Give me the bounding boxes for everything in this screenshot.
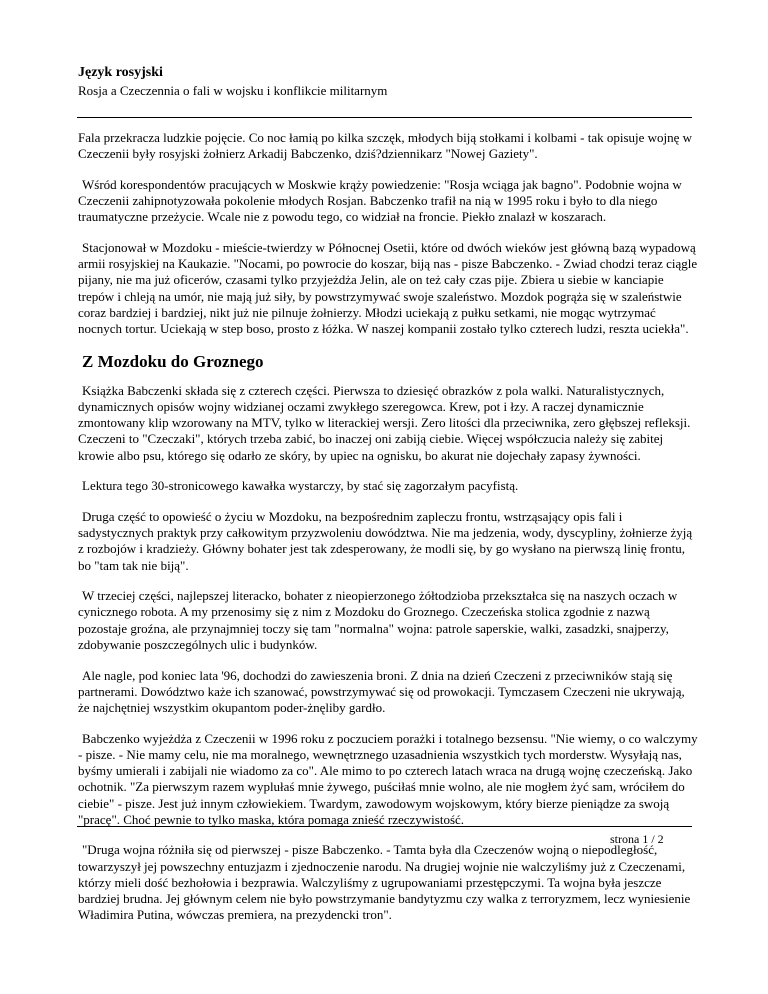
article-paragraph: "Druga wojna różniła się od pierwszej - pisze Babczenko. - Tamta była dla Czeczenów wojną o niepodległość, towarzyszył jej powszechny entuzjazm i zjednoczenie narodu. Na drugiej wojnie nie walczyliśmy już z Czeczenami, którzy mieli dość bezhołowia i bezprawia. Walczyliśmy z ugrupowaniami przestępczymi. Ta wojna była jeszcze bardziej brudna. Jej głównym celem nie było powstrzymanie bandytyzmu czy walka z terroryzmem, lecz wyniesienie Władimira Putina, wówczas premiera, na prezydencki tron". (78, 842, 691, 923)
header-divider (77, 117, 692, 118)
footer-divider (77, 826, 692, 827)
article-paragraph: Babczenko wyjeżdża z Czeczenii w 1996 roku z poczuciem porażki i totalnego bezsensu. "Nie wiemy, o co walczymy - pisze. - Nie mamy celu, nie ma moralnego, wewnętrznego uzasadnienia wszystkich tych morderstw. Wysyłają nas, byśmy umierali i zabijali nie wiadomo za co". Ale mimo to po czterech latach wraca na drugą wojnę czeczeńską. Jako ochotnik. "Za pierwszym razem wyplułaś mnie żywego, puściłaś mnie wolno, ale nie mogłem żyć sam, wróciłem do ciebie" - pisze. Jest już innym człowiekiem. Twardym, zawodowym wojskowym, który bierze pieniądze za swoją "pracę". Choć pewnie to tylko maska, która pomaga znieść rzeczywistość. (78, 730, 698, 827)
article-paragraph: W trzeciej części, najlepszej literacko, bohater z nieopierzonego żółtodzioba przekształca się na naszych oczach w cynicznego robota. A my przenosimy się z nim z Mozdoku do Groznego. Czeczeńska stolica zgodnie z nazwą pozostaje groźna, ale przynajmniej toczy się tam "normalna" wojna: patrole saperskie, walki, zasadzki, snajperzy, zdobywanie poszczególnych ulic i budynków. (78, 588, 678, 652)
article-paragraph: Druga część to opowieść o życiu w Mozdoku, na bezpośrednim zapleczu frontu, wstrząsający opis fali i sadystycznych praktyk przy całkowitym przyzwoleniu dowództwa. Nie ma jedzenia, wody, dyscypliny, żołnierze żyją z rozbojów i kradzieży. Główny bohater jest tak zdesperowany, że modli się, by go wysłano na pierwszą linię frontu, bo "tam tak nie biją". (78, 508, 693, 573)
article-paragraph: Lektura tego 30-stronicowego kawałka wystarczy, by stać się zagorzałym pacyfistą. (82, 478, 519, 494)
article-paragraph: Fala przekracza ludzkie pojęcie. Co noc łamią po kilka szczęk, młodych biją stołkami i kolbami - tak opisuje wojnę w Czeczenii były rosyjski żołnierz Arkadij Babczenko, dziś?dziennikarz "Nowej Gaziety". (78, 130, 693, 162)
article-paragraph: Książka Babczenki składa się z czterech części. Pierwsza to dziesięć obrazków z pola walki. Naturalistycznych, dynamicznych opisów wojny widzianej oczami zwykłego szeregowca. Krew, pot i łzy. A raczej dynamicznie zmontowany klip wzorowany na MTV, tylko w literackiej wersji. Zero litości dla przeciwnika, zero głębszej refleksji. Czeczeni to "Czeczaki", których trzeba zabić, bo inaczej oni zabiją ciebie. Więcej współczucia należy się zabitej krowie albo psu, którego się odarło ze skóry, by upiec na ognisku, bo akurat nie dojechały zapasy żywności. (78, 382, 691, 463)
page-number: strona 1 / 2 (610, 832, 664, 846)
article-body (78, 130, 698, 938)
document-title: Język rosyjski (78, 65, 163, 80)
article-paragraph: Ale nagle, pod koniec lata '96, dochodzi do zawieszenia broni. Z dnia na dzień Czeczeni z przeciwników stają się partnerami. Dowództwo każe ich szanować, powstrzymywać się od prowokacji. Tymczasem Czeczeni nie ukrywają, że najchętniej wszystkim okupantom poder-żnęliby gardło. (78, 667, 685, 715)
article-paragraph: Wśród korespondentów pracujących w Moskwie krąży powiedzenie: "Rosja wciąga jak bagno". Podobnie wojna w Czeczenii zahipnotyzowała pokolenie młodych Rosjan. Babczenko trafił na nią w 1995 roku i było to dla niego traumatyczne przeżycie. Wcale nie z powodu tego, co widział na froncie. Piekło znalazł w koszarach. (78, 176, 682, 225)
document-subtitle: Rosja a Czeczennia o fali w wojsku i konflikcie militarnym (78, 83, 388, 98)
section-heading: Z Mozdoku do Groznego (82, 351, 264, 371)
document-header (78, 64, 698, 99)
article-paragraph: Stacjonował w Mozdoku - mieście-twierdzy w Północnej Osetii, które od dwóch wieków jest główną bazą wypadową armii rosyjskiej na Kaukazie. "Nocami, po powrocie do koszar, biją nas - pisze Babczenko. - Zwiad chodzi teraz ciągle pijany, nie ma już oficerów, czasami tylko przyjeżdża Jelin, ale on też cały czas pije. Zbiera u siebie w kanciapie trepów i chleją na umór, nie mają już siły, by powstrzymywać swoje szaleństwo. Mozdok pogrąża się w szaleństwie coraz bardziej i bardziej, nikt już nie pilnuje żołnierzy. Młodzi uciekają z pułku setkami, nie mogąc wytrzymać nocnych tortur. Uciekają w step boso, prosto z łóżka. W naszej kompanii zostało tylko czterech ludzi, reszta uciekła". (78, 240, 698, 337)
